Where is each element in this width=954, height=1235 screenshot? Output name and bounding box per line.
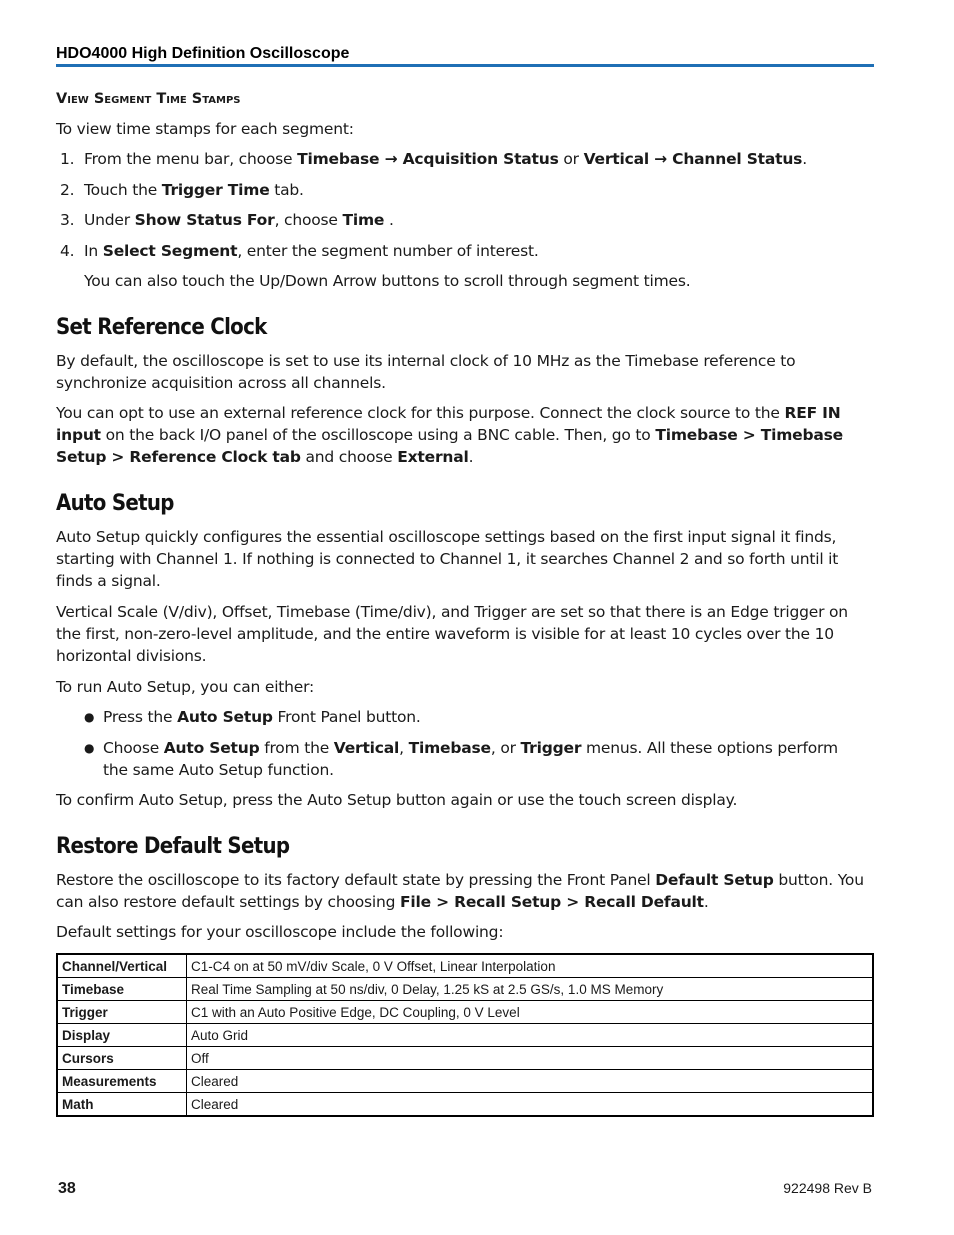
table-cell-setting: Display (57, 1024, 187, 1047)
table-cell-value: Cleared (187, 1093, 874, 1117)
time-stamps-intro: To view time stamps for each segment: (56, 120, 354, 138)
subheading-time-stamps: View Segment Time Stamps (56, 91, 241, 107)
table-row (57, 954, 873, 978)
table-cell-setting: Timebase (57, 978, 187, 1001)
table-cell-value: C1 with an Auto Positive Edge, DC Coupling, 0 V Level (187, 1001, 874, 1024)
table-cell-value: C1-C4 on at 50 mV/div Scale, 0 V Offset, Linear Interpolation (187, 954, 874, 978)
bullet-icon: ● (84, 741, 95, 755)
table-cell-value: Off (187, 1047, 874, 1070)
restore-paragraph-2: Default settings for your oscilloscope include the following: (56, 923, 504, 941)
bullet-icon: ● (84, 710, 95, 724)
table-cell-value: Real Time Sampling at 50 ns/div, 0 Delay, 1.25 kS at 2.5 GS/s, 1.0 MS Memory (187, 978, 874, 1001)
heading-set-reference-clock: Set Reference Clock (56, 314, 267, 340)
auto-setup-paragraph-1: Auto Setup quickly configures the essential oscilloscope settings based on the first input signal it finds, starting with Channel 1. If nothing is connected to Channel 1, it searches Channel 2 and so forth until it finds a signal. (56, 528, 839, 590)
heading-restore-default-setup: Restore Default Setup (56, 833, 290, 859)
table-cell-value: Auto Grid (187, 1024, 874, 1047)
table-row (57, 1001, 873, 1024)
table-cell-setting: Cursors (57, 1047, 187, 1070)
default-settings-table (56, 953, 874, 1117)
auto-setup-paragraph-3: To run Auto Setup, you can either: (56, 678, 315, 696)
auto-setup-paragraph-2: Vertical Scale (V/div), Offset, Timebase (Time/div), and Trigger are set so that there is an Edge trigger on the first, non-zero-level amplitude, and the entire waveform is visible for at least 10 cycles over the 10 horizontal divisions. (56, 603, 848, 665)
step-4-note: You can also touch the Up/Down Arrow buttons to scroll through segment times. (84, 272, 691, 290)
table-row (57, 978, 873, 1001)
document-revision: 922498 Rev B (783, 1180, 872, 1196)
table-row (57, 1093, 873, 1117)
table-cell-setting: Math (57, 1093, 187, 1117)
heading-auto-setup: Auto Setup (56, 490, 174, 516)
header-rule (56, 64, 874, 67)
ref-clock-paragraph-1: By default, the oscilloscope is set to use its internal clock of 10 MHz as the Timebase reference to synchronize acquisition across all channels. (56, 352, 796, 392)
table-row (57, 1070, 873, 1093)
running-header: HDO4000 High Definition Oscilloscope (56, 45, 350, 62)
table-cell-setting: Measurements (57, 1070, 187, 1093)
table-cell-setting: Trigger (57, 1001, 187, 1024)
ref-clock-paragraph-2: You can opt to use an external reference clock for this purpose. Connect the clock source to the REF IN input on the back I/O panel of the oscilloscope using a BNC cable. Then, go to Timebase > Timebase Setup > Reference Clock tab and choose External. (56, 404, 843, 466)
auto-setup-paragraph-4: To confirm Auto Setup, press the Auto Setup button again or use the touch screen display. (56, 791, 738, 809)
table-row (57, 1047, 873, 1070)
restore-paragraph-1: Restore the oscilloscope to its factory default state by pressing the Front Panel Default Setup button. You can also restore default settings by choosing File > Recall Setup > Recall Default. (56, 871, 864, 911)
table-row (57, 1024, 873, 1047)
page-number: 38 (58, 1180, 76, 1197)
table-cell-setting: Channel/Vertical (57, 954, 187, 978)
table-cell-value: Cleared (187, 1070, 874, 1093)
